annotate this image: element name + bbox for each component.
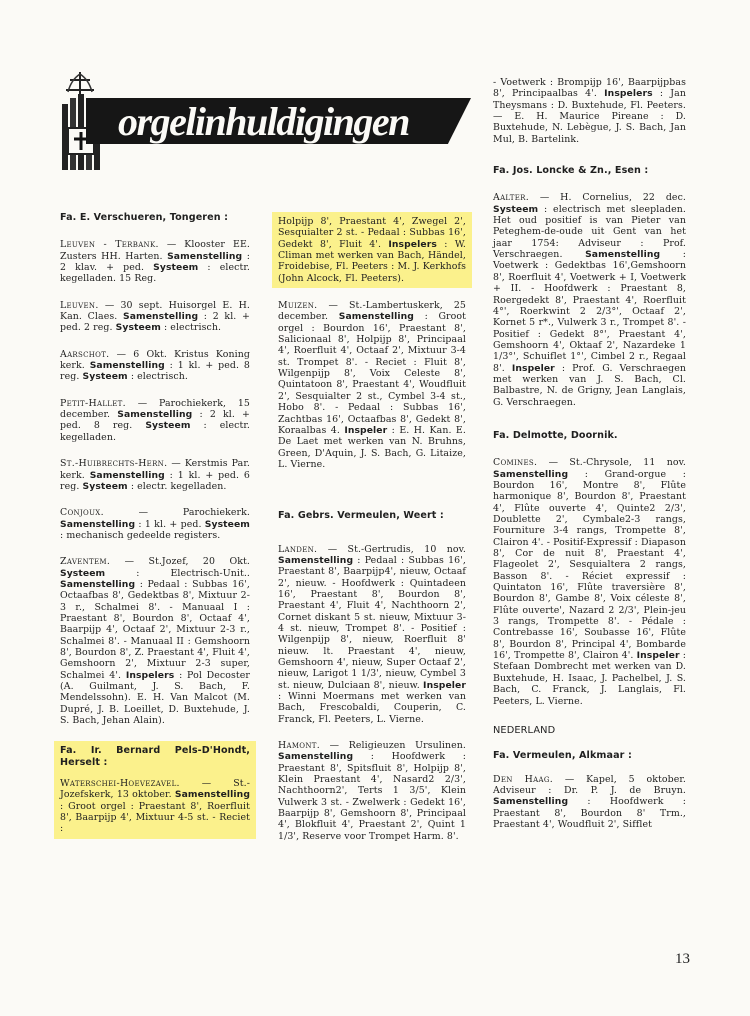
entry-text: — St.-Lambertuskerk, 25 december.	[278, 300, 466, 323]
entry-text: — Kerstmis Par. kerk.	[60, 458, 250, 481]
entry-text: — St.-Gertrudis, 10 nov.	[327, 543, 466, 555]
entry-text: : Voetwerk : Gedektbas 16',Gemshoorn 8', Roerfluit 4', Voetwerk + I, Voetwerk + II. - Hoofdwerk : Praestant 8, Roergedekt 8', Praestant 4', Roerfluit 4°', Roerkwint 2 2/3°', Octaaf 2', Kornet 5 r*., Vulwerk 3 r., Trompet 8'. - Positief : Gedekt 8°', Praestant 4', Gemshoorn 4', Oktaaf 2', Nazardeke 1 1/3°', Schuiflet 1°', Cimbel 2 r., Regaal 8'.	[493, 249, 686, 374]
entry	[493, 77, 686, 145]
entry-text: — St.-Chrysole, 11 nov.	[548, 457, 686, 469]
entry-place: Petit-Hallet.	[60, 397, 126, 409]
entry-text: : 2 klav. + ped.	[60, 250, 250, 274]
entry-text: : Groot orgel : Praestant 8', Roerfluit 8', Baarpijp 4', Mixtuur 4-5 st. - Reciet :	[60, 800, 250, 835]
entry-keyword: Samenstelling	[117, 409, 193, 421]
entry-text: - Voetwerk : Brompijp 16', Baarpijpbas 8', Principaalbas 4'.	[493, 77, 686, 100]
entry-keyword: Inspeler	[423, 679, 466, 691]
entry-keyword: Inspelers	[388, 238, 437, 250]
country-heading: NEDERLAND	[493, 724, 556, 736]
entry	[493, 457, 686, 707]
entry-text: : Jan Theysmans : D. Buxtehude, Fl. Peeters. — E. H. Maurice Pireane : D. Buxtehude, N. Lebègue, J. S. Bach, Jan Mul, B. Bartelink.	[493, 88, 686, 145]
entry-keyword: Inspeler	[511, 362, 555, 374]
entry	[60, 507, 250, 541]
entry-text: — 30 sept. Huisorgel E. H. Kan. Claes.	[60, 299, 250, 323]
entry-keyword: Samenstelling	[89, 469, 165, 481]
entry-text: : electrisch.	[163, 322, 222, 334]
entry-keyword: Systeem	[82, 480, 128, 492]
entry-text: : electrisch.	[130, 371, 188, 383]
entry-text: : 2 kl. + ped. 8 reg.	[60, 409, 250, 432]
entry-place: Aarschot.	[60, 348, 110, 360]
entry-text: — St.-Jozefskerk, 13 oktober.	[60, 778, 250, 801]
entry-text: : Winni Moermans met werken van Bach, Frescobaldi, Couperin, C. Franck, Fl. Peeters, L. Vierne.	[278, 691, 466, 725]
entry-text: — Parochiekerk.	[138, 507, 250, 519]
builder-heading: Fa. Gebrs. Vermeulen, Weert :	[278, 510, 444, 522]
builder-heading: Fa. E. Verschueren, Tongeren :	[60, 212, 229, 223]
entry-place: Aalter.	[493, 192, 530, 204]
entry-place: Den Haag.	[493, 773, 554, 785]
entry	[60, 300, 250, 334]
entry-text: : Pedaal : Subbas 16', Praestant 8', Baarpijp4', nieuw, Octaaf 2', nieuw. - Hoofdwerk : Quintadeen 16', Praestant 8', Bourdon 8', Praestant 4', Fluit 4', Nachthoorn 2', Cornet diskant 5 st. nieuw, Mixtuur 3-4 st. nieuw, Trompet 8'. - Positief : Wilgenpijp 8', nieuw, Roerfluit 8' nieuw. lt. Praestant 4', nieuw, Gemshoorn 4', nieuw, Super Octaaf 2', nieuw, Larigot 1 1/3', nieuw, Cymbel 3 st. nieuw, Dulciaan 8', nieuw.	[278, 554, 466, 691]
entry	[60, 349, 250, 383]
entry-place: Muizen.	[278, 300, 318, 312]
entry-text: — Religieuzen Ursulinen.	[329, 740, 466, 752]
entry-keyword: Samenstelling	[278, 554, 354, 566]
entry-text: : Pedaal : Subbas 16', Octaafbas 8', Gedektbas 8', Mixtuur 2-3 r., Schalmei 8'. - Manuaal I : Praestant 8', Bourdon 8', Octaaf 4', Baarpijp 4', Octaaf 2', Mixtuur 2-3 r., Schalmei 8'. - Manuaal II : Gemshoorn 8', Bourdon 8', Z. Praestant 4', Fluit 4', Gemshoorn 2', Mixtuur 2-3 super, Schalmei 4'.	[60, 578, 250, 681]
entry-keyword: Samenstelling	[493, 468, 569, 480]
entry-text: : 2 kl. + ped. 2 reg.	[60, 311, 250, 334]
builder-heading: Fa. Ir. Bernard Pels-D'Hondt, Herselt :	[60, 745, 250, 768]
entry-keyword: Systeem	[153, 262, 199, 274]
entry-text: : electr. kegelladen. 15 Reg.	[60, 262, 250, 285]
entry-text: — Klooster EE. Zusters HH. Harten.	[60, 239, 250, 262]
entry-place: Zaventem.	[60, 556, 111, 568]
entry-text: : Prof. G. Verschraegen met werken van J. S. Bach, Cl. Balbastre, N. de Grigny, Jean Langlais, G. Verschraegen.	[493, 362, 686, 408]
entry	[60, 458, 250, 492]
column-3	[493, 77, 686, 845]
entry-keyword: Samenstelling	[60, 578, 136, 590]
page-title: orgelinhuldigingen	[118, 100, 409, 144]
entry-text: — Kapel, 5 oktober. Adviseur : Dr. P. J. de Bruyn.	[493, 773, 686, 796]
entry-place: Hamont.	[278, 740, 321, 752]
entry	[493, 774, 686, 831]
entry-keyword: Systeem	[145, 420, 191, 432]
entry-keyword: Samenstelling	[278, 751, 354, 763]
entry	[60, 556, 250, 726]
entry	[278, 300, 466, 470]
entry-text: : 1 kl. + ped. 6 reg.	[60, 469, 250, 492]
entry-keyword: Samenstelling	[167, 250, 243, 262]
builder-heading: Fa. Jos. Loncke & Zn., Esen :	[493, 165, 649, 177]
entry-text: : electrisch met sleepladen. Het oud positief is van Pieter van Peteghem-de-oude uit Gent van het jaar 1754: Adviseur : Prof. Verschraegen.	[493, 203, 686, 261]
header-ornament	[56, 68, 476, 178]
entry-text: : Groot orgel : Bourdon 16', Praestant 8', Salicionaal 8', Holpijp 8', Principaal 4', Roerfluit 4', Octaaf 2', Mixtuur 3-4 st. Trompet 8'. - Reciet : Fluit 8', Wilgenpijp 8', Voix Celeste 8', Quintatoon 8', Praestant 4', Woudfluit 2', Sesquialter 2 st., Cymbel 3-4 st., Hobo 8'. - Pedaal : Subbas 16', Zachtbas 16', Octaafbas 8', Gedekt 8', Koraalbas 4.	[278, 311, 466, 436]
entry-keyword: Samenstelling	[89, 360, 165, 372]
entry	[60, 398, 250, 443]
column-2	[278, 212, 466, 857]
entry-place: Waterschei-Hoevezavel.	[60, 778, 180, 790]
entry-place: St.-Huibrechts-Hern.	[60, 458, 168, 470]
entry	[60, 778, 250, 835]
entry-keyword: Systeem	[204, 518, 250, 530]
entry-text: — St.Jozef, 20 Okt.	[124, 556, 250, 568]
entry-keyword: Inspeler	[344, 424, 388, 436]
entry-text: — 6 Okt. Kristus Koning kerk.	[60, 348, 250, 372]
entry-text: : Grand-orgue : Bourdon 16', Montre 8', Flûte harmonique 8', Bourdon 8', Praestant 4', Flûte ouverte 4', Quinte2 2/3', Doublette 2', Cymbale2-3 rangs, Fourniture 3-4 rangs, Trompette 8', Clairon 4'. - Positif-Expressif : Diapason 8', Cor de nuit 8', Praestant 4', Flageolet 2', Sesquialtera 2 rangs, Basson 8'. - Réciet expressif : Quintaton 16', Flûte traversière 8', Bourdon 8', Gambe 8', Voix céleste 8', Flûte ouverte', Nazard 2 2/3', Plein-jeu 3 rangs, Trompette 8'. - Pédale : Contrebasse 16', Soubasse 16', Flûte 8', Bourdon 8', Principal 4', Bombarde 16', Trompette 8', Clairon 4'.	[493, 468, 686, 662]
entry-text: — H. Cornelius, 22 dec.	[539, 192, 686, 204]
highlighted-block	[272, 212, 472, 288]
entry-place: Conjoux.	[60, 507, 104, 519]
entry-text: — Parochiekerk, 15 december.	[60, 397, 250, 421]
highlighted-block	[54, 741, 256, 838]
entry-keyword: Samenstelling	[338, 311, 414, 323]
entry-text: : Pol Decoster (A. Guilmant, J. S. Bach, F. Mendelssohn). E. H. Van Malcot (M. Dupré, J. B. Loeillet, D. Buxtehude, J. S. Bach, Jehan Alain).	[60, 669, 250, 727]
entry-text: Holpijp 8', Praestant 4', Zwegel 2', Sesquialter 2 st. - Pedaal : Subbas 16', Gedekt 8', Fluit 4'.	[278, 216, 466, 250]
entry-keyword: Inspelers	[604, 88, 653, 100]
entry-keyword: Samenstelling	[60, 518, 136, 530]
entry-place: Landen.	[278, 543, 318, 555]
page-number: 13	[675, 951, 690, 967]
entry-text: : E. H. Kan. E. De Laet met werken van N. Bruhns, Green, D'Aquin, J. S. Bach, G. Litaize, L. Vierne.	[278, 424, 466, 470]
entry-keyword: Samenstelling	[493, 796, 569, 808]
entry-place: Leuven.	[60, 299, 99, 311]
entry-keyword: Systeem	[493, 203, 539, 215]
entry-text: : mechanisch gedeelde registers.	[60, 529, 221, 541]
builder-heading: Fa. Delmotte, Doornik.	[493, 429, 618, 441]
entry-place: Leuven - Terbank.	[60, 239, 159, 251]
builder-heading: Fa. Vermeulen, Alkmaar :	[493, 750, 632, 762]
entry-keyword: Samenstelling	[585, 249, 661, 261]
entry-text: : Stefaan Dombrecht met werken van D. Buxtehude, H. Isaac, J. Pachelbel, J. S. Bach, C. Franck, J. Langlais, Fl. Peeters, L. Vierne.	[493, 650, 686, 707]
entry-keyword: Systeem	[60, 567, 106, 579]
entry-text: : Electrisch-Unit..	[136, 567, 250, 579]
entry-keyword: Samenstelling	[174, 789, 250, 801]
column-1	[60, 212, 250, 839]
entry-text: : electr. kegelladen.	[60, 420, 250, 443]
entry-place: Comines.	[493, 457, 538, 469]
entry-text: : 1 kl. + ped.	[138, 518, 202, 530]
entry-text: : W. Climan met werken van Bach, Händel, Froidebise, Fl. Peeters : M. J. Kerkhofs (John Alcock, Fl. Peeters).	[278, 238, 466, 284]
entry-keyword: Systeem	[115, 322, 161, 334]
entry	[278, 544, 466, 726]
entry-keyword: Inspelers	[125, 669, 175, 681]
entry	[493, 192, 686, 408]
entry-text: : Hoofdwerk : Praestant 8', Bourdon 8' Trm., Praestant 4', Woudfluit 2', Sifflet	[493, 796, 686, 830]
entry-keyword: Systeem	[82, 371, 128, 383]
entry-text: : 1 kl. + ped. 8 reg.	[60, 360, 250, 383]
entry	[60, 239, 250, 284]
entry-keyword: Inspeler	[636, 650, 680, 662]
entry-text: : Hoofdwerk : Praestant 8', Spitsfluit 8', Holpijp 8', Klein Praestant 4', Nasard2 2/3', Nachthoorn2', Terts 1 3/5', Klein Vulwerk 3 st. - Zwelwerk : Gedekt 16', Baarpijp 8', Gemshoorn 8', Principaal 4', Blokfluit 4', Praestant 2', Quint 1 1/3', Reserve voor Trompet Harm. 8'.	[278, 751, 466, 842]
entry-text: : electr. kegelladen.	[130, 480, 227, 492]
entry	[278, 740, 466, 842]
entry-keyword: Samenstelling	[123, 311, 199, 323]
